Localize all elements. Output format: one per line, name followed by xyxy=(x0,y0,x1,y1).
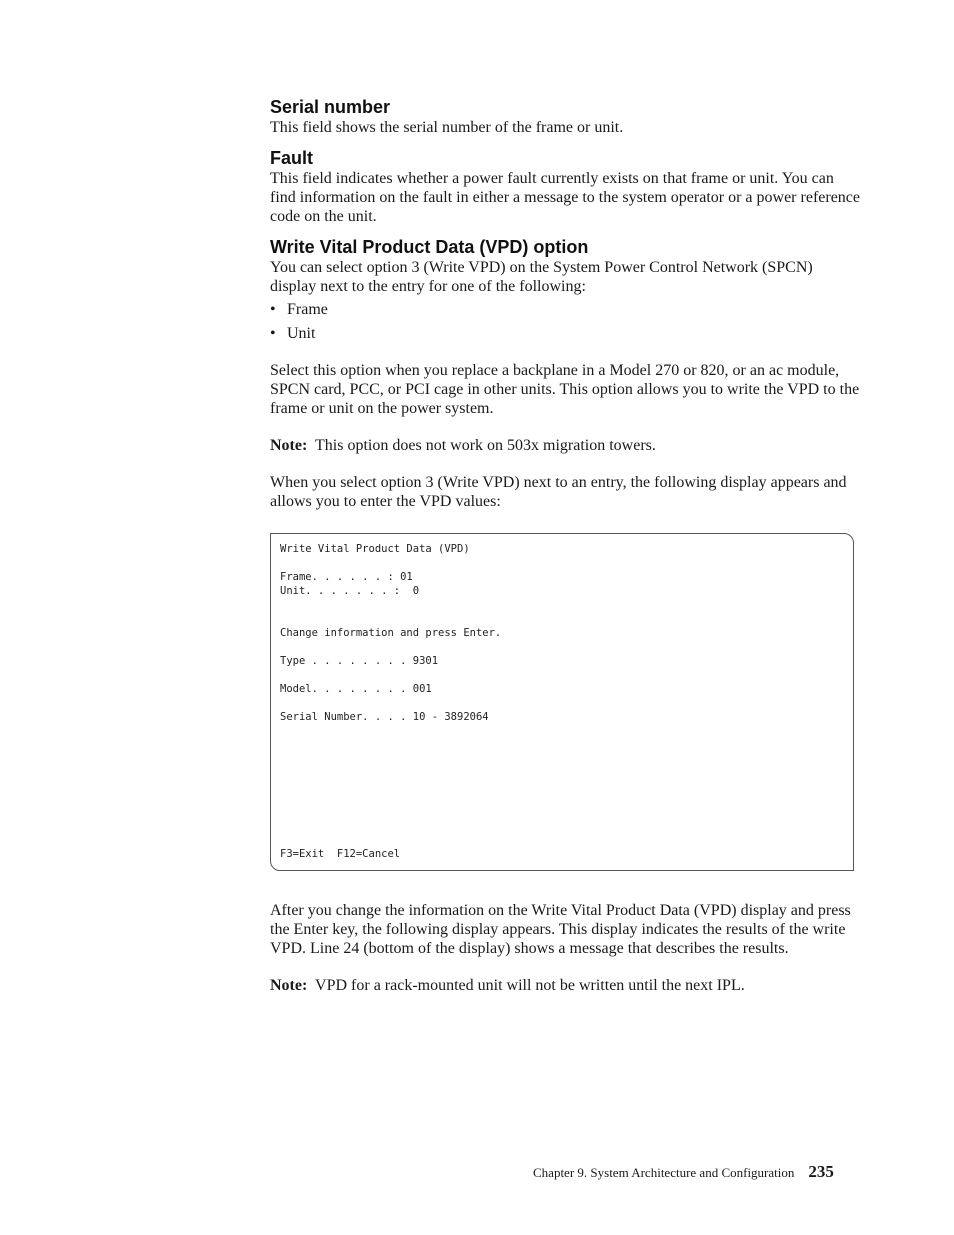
note-label: Note: xyxy=(270,437,308,454)
serial-number-description: This field shows the serial number of the frame or unit. xyxy=(270,119,624,136)
page-footer xyxy=(533,1162,860,1183)
screen-title: Write Vital Product Data (VPD) xyxy=(280,543,470,555)
vpd-paragraph-select: Select this option when you replace a backplane in a Model 270 or 820, or an ac module, SPCN card, PCC, or PCI cage in other units. This option allows you to write the VPD to the frame or unit on the power system. xyxy=(270,362,860,417)
bullet-unit: Unit xyxy=(287,325,316,342)
screen-serial-field: Serial Number. . . . 10 - 3892064 xyxy=(280,711,489,723)
heading-fault: Fault xyxy=(270,148,313,168)
screen-model-field: Model. . . . . . . . 001 xyxy=(280,683,432,695)
list-item: • Unit xyxy=(270,325,316,342)
bullet-frame: Frame xyxy=(287,301,328,318)
note-migration-towers xyxy=(270,436,860,455)
after-change-paragraph: After you change the information on the Write Vital Product Data (VPD) display and press the Enter key, the following display appears. This display indicates the results of the write VPD. Line 24 (bottom of the display) shows a message that describes the results. xyxy=(270,902,851,957)
vpd-bullet-list xyxy=(270,300,860,343)
screen-instruction: Change information and press Enter. xyxy=(280,627,502,639)
fault-description: This field indicates whether a power fault currently exists on that frame or unit. You can find information on the fault in either a message to the system operator or a power reference code on the unit. xyxy=(270,170,860,225)
screen-unit-field: Unit. . . . . . . : 0 xyxy=(280,585,420,597)
note-text: VPD for a rack-mounted unit will not be written until the next IPL. xyxy=(315,977,745,994)
note-text: This option does not work on 503x migration towers. xyxy=(315,437,656,454)
write-vpd-screen xyxy=(270,533,854,871)
screen-function-keys: F3=Exit F12=Cancel xyxy=(280,848,401,860)
vpd-intro: You can select option 3 (Write VPD) on the System Power Control Network (SPCN) display next to the entry for one of the following: xyxy=(270,259,813,295)
footer-chapter: Chapter 9. System Architecture and Configuration xyxy=(533,1165,795,1180)
screen-type-field: Type . . . . . . . . 9301 xyxy=(280,655,439,667)
page-number: 235 xyxy=(808,1162,834,1181)
note-label: Note: xyxy=(270,977,308,994)
heading-write-vpd-option: Write Vital Product Data (VPD) option xyxy=(270,237,589,257)
heading-serial-number: Serial number xyxy=(270,97,391,117)
vpd-paragraph-display: When you select option 3 (Write VPD) next to an entry, the following display appears and allows you to enter the VPD values: xyxy=(270,474,847,510)
page-content xyxy=(270,96,860,995)
screen-frame-field: Frame. . . . . . : 01 xyxy=(280,571,413,583)
list-item: • Frame xyxy=(270,301,328,318)
note-rack-mounted xyxy=(270,976,860,995)
